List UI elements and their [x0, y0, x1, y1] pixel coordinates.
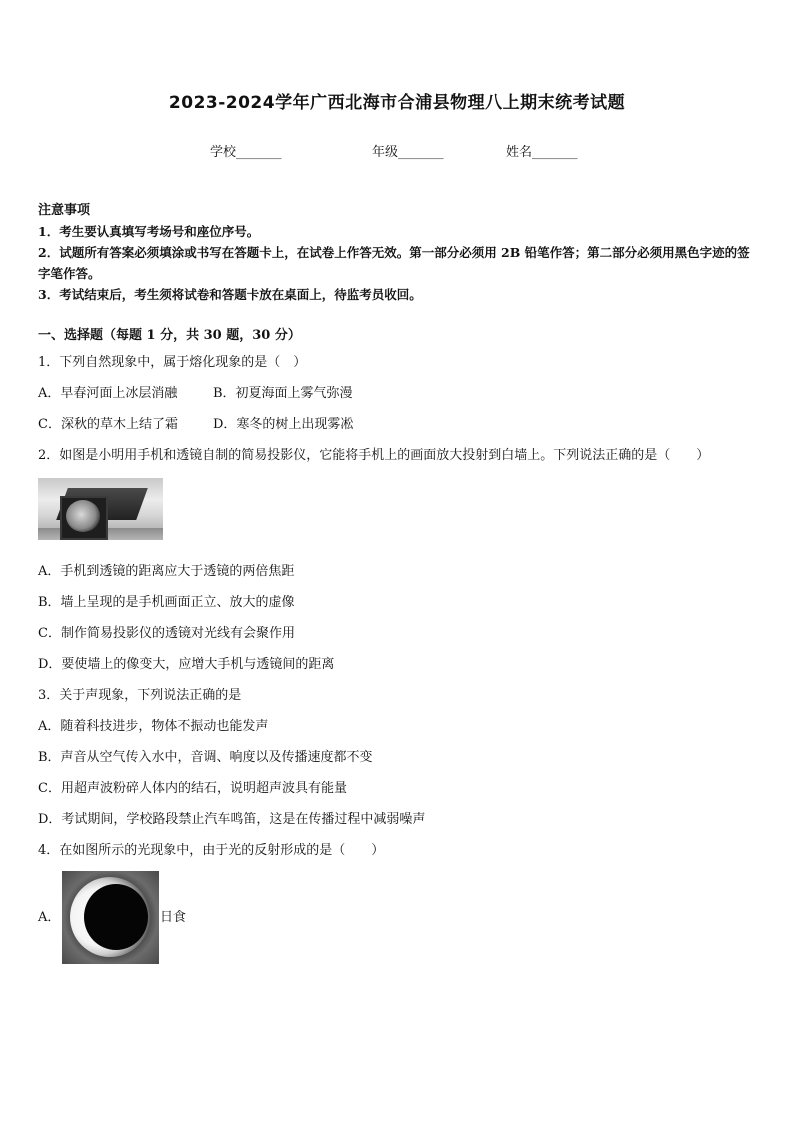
question-2-option-d: D．要使墙上的像变大，应增大手机与透镜间的距离: [38, 657, 335, 672]
name-field: 姓名_______: [506, 145, 578, 160]
question-2-option-a: A．手机到透镜的距离应大于透镜的两倍焦距: [38, 564, 295, 579]
question-1-option-d: D．寒冬的树上出现雾凇: [213, 417, 354, 432]
question-3-option-b: B．声音从空气传入水中，音调、响度以及传播速度都不变: [38, 750, 373, 765]
question-4-stem: 4．在如图所示的光现象中，由于光的反射形成的是（ ）: [38, 843, 385, 858]
question-1-option-b: B．初夏海面上雾气弥漫: [213, 386, 353, 401]
notice-heading: 注意事项: [38, 203, 91, 218]
notice-item-1: 1．考生要认真填写考场号和座位序号。: [38, 224, 260, 239]
question-2-stem: 2．如图是小明用手机和透镜自制的简易投影仪，它能将手机上的画面放大投射到白墙上。下列说法正确的是（ ）: [38, 448, 710, 463]
section-heading: 一、选择题（每题 1 分，共 30 题，30 分）: [38, 328, 301, 343]
question-3-option-a: A．随着科技进步，物体不振动也能发声: [38, 719, 269, 734]
question-2-option-b: B．墙上呈现的是手机画面正立、放大的虚像: [38, 595, 295, 610]
question-1-stem: 1．下列自然现象中，属于熔化现象的是（ ）: [38, 355, 307, 370]
question-1-option-c: C．深秋的草木上结了霜: [38, 417, 178, 432]
question-3-stem: 3．关于声现象，下列说法正确的是: [38, 688, 242, 703]
grade-field: 年级_______: [372, 145, 444, 160]
page-title: 2023-2024学年广西北海市合浦县物理八上期末统考试题: [168, 93, 626, 113]
school-field: 学校_______: [210, 145, 282, 160]
solar-eclipse-image: [62, 871, 159, 964]
question-3-option-d: D．考试期间，学校路段禁止汽车鸣笛，这是在传播过程中减弱噪声: [38, 812, 426, 827]
question-4-option-a-caption: 日食: [160, 910, 187, 925]
question-4-option-a-label: A．: [38, 910, 61, 925]
question-2-option-c: C．制作简易投影仪的透镜对光线有会聚作用: [38, 626, 295, 641]
question-1-option-a: A．早春河面上冰层消融: [38, 386, 178, 401]
notice-item-2: 2．试题所有答案必须填涂或书写在答题卡上，在试卷上作答无效。第一部分必须用 2B 铅笔作答；第二部分必须用黑色字迹的签字笔作答。: [38, 245, 750, 281]
question-3-option-c: C．用超声波粉碎人体内的结石，说明超声波具有能量: [38, 781, 347, 796]
notice-item-3: 3．考试结束后，考生须将试卷和答题卡放在桌面上，待监考员收回。: [38, 287, 422, 302]
projector-image: [38, 478, 163, 540]
